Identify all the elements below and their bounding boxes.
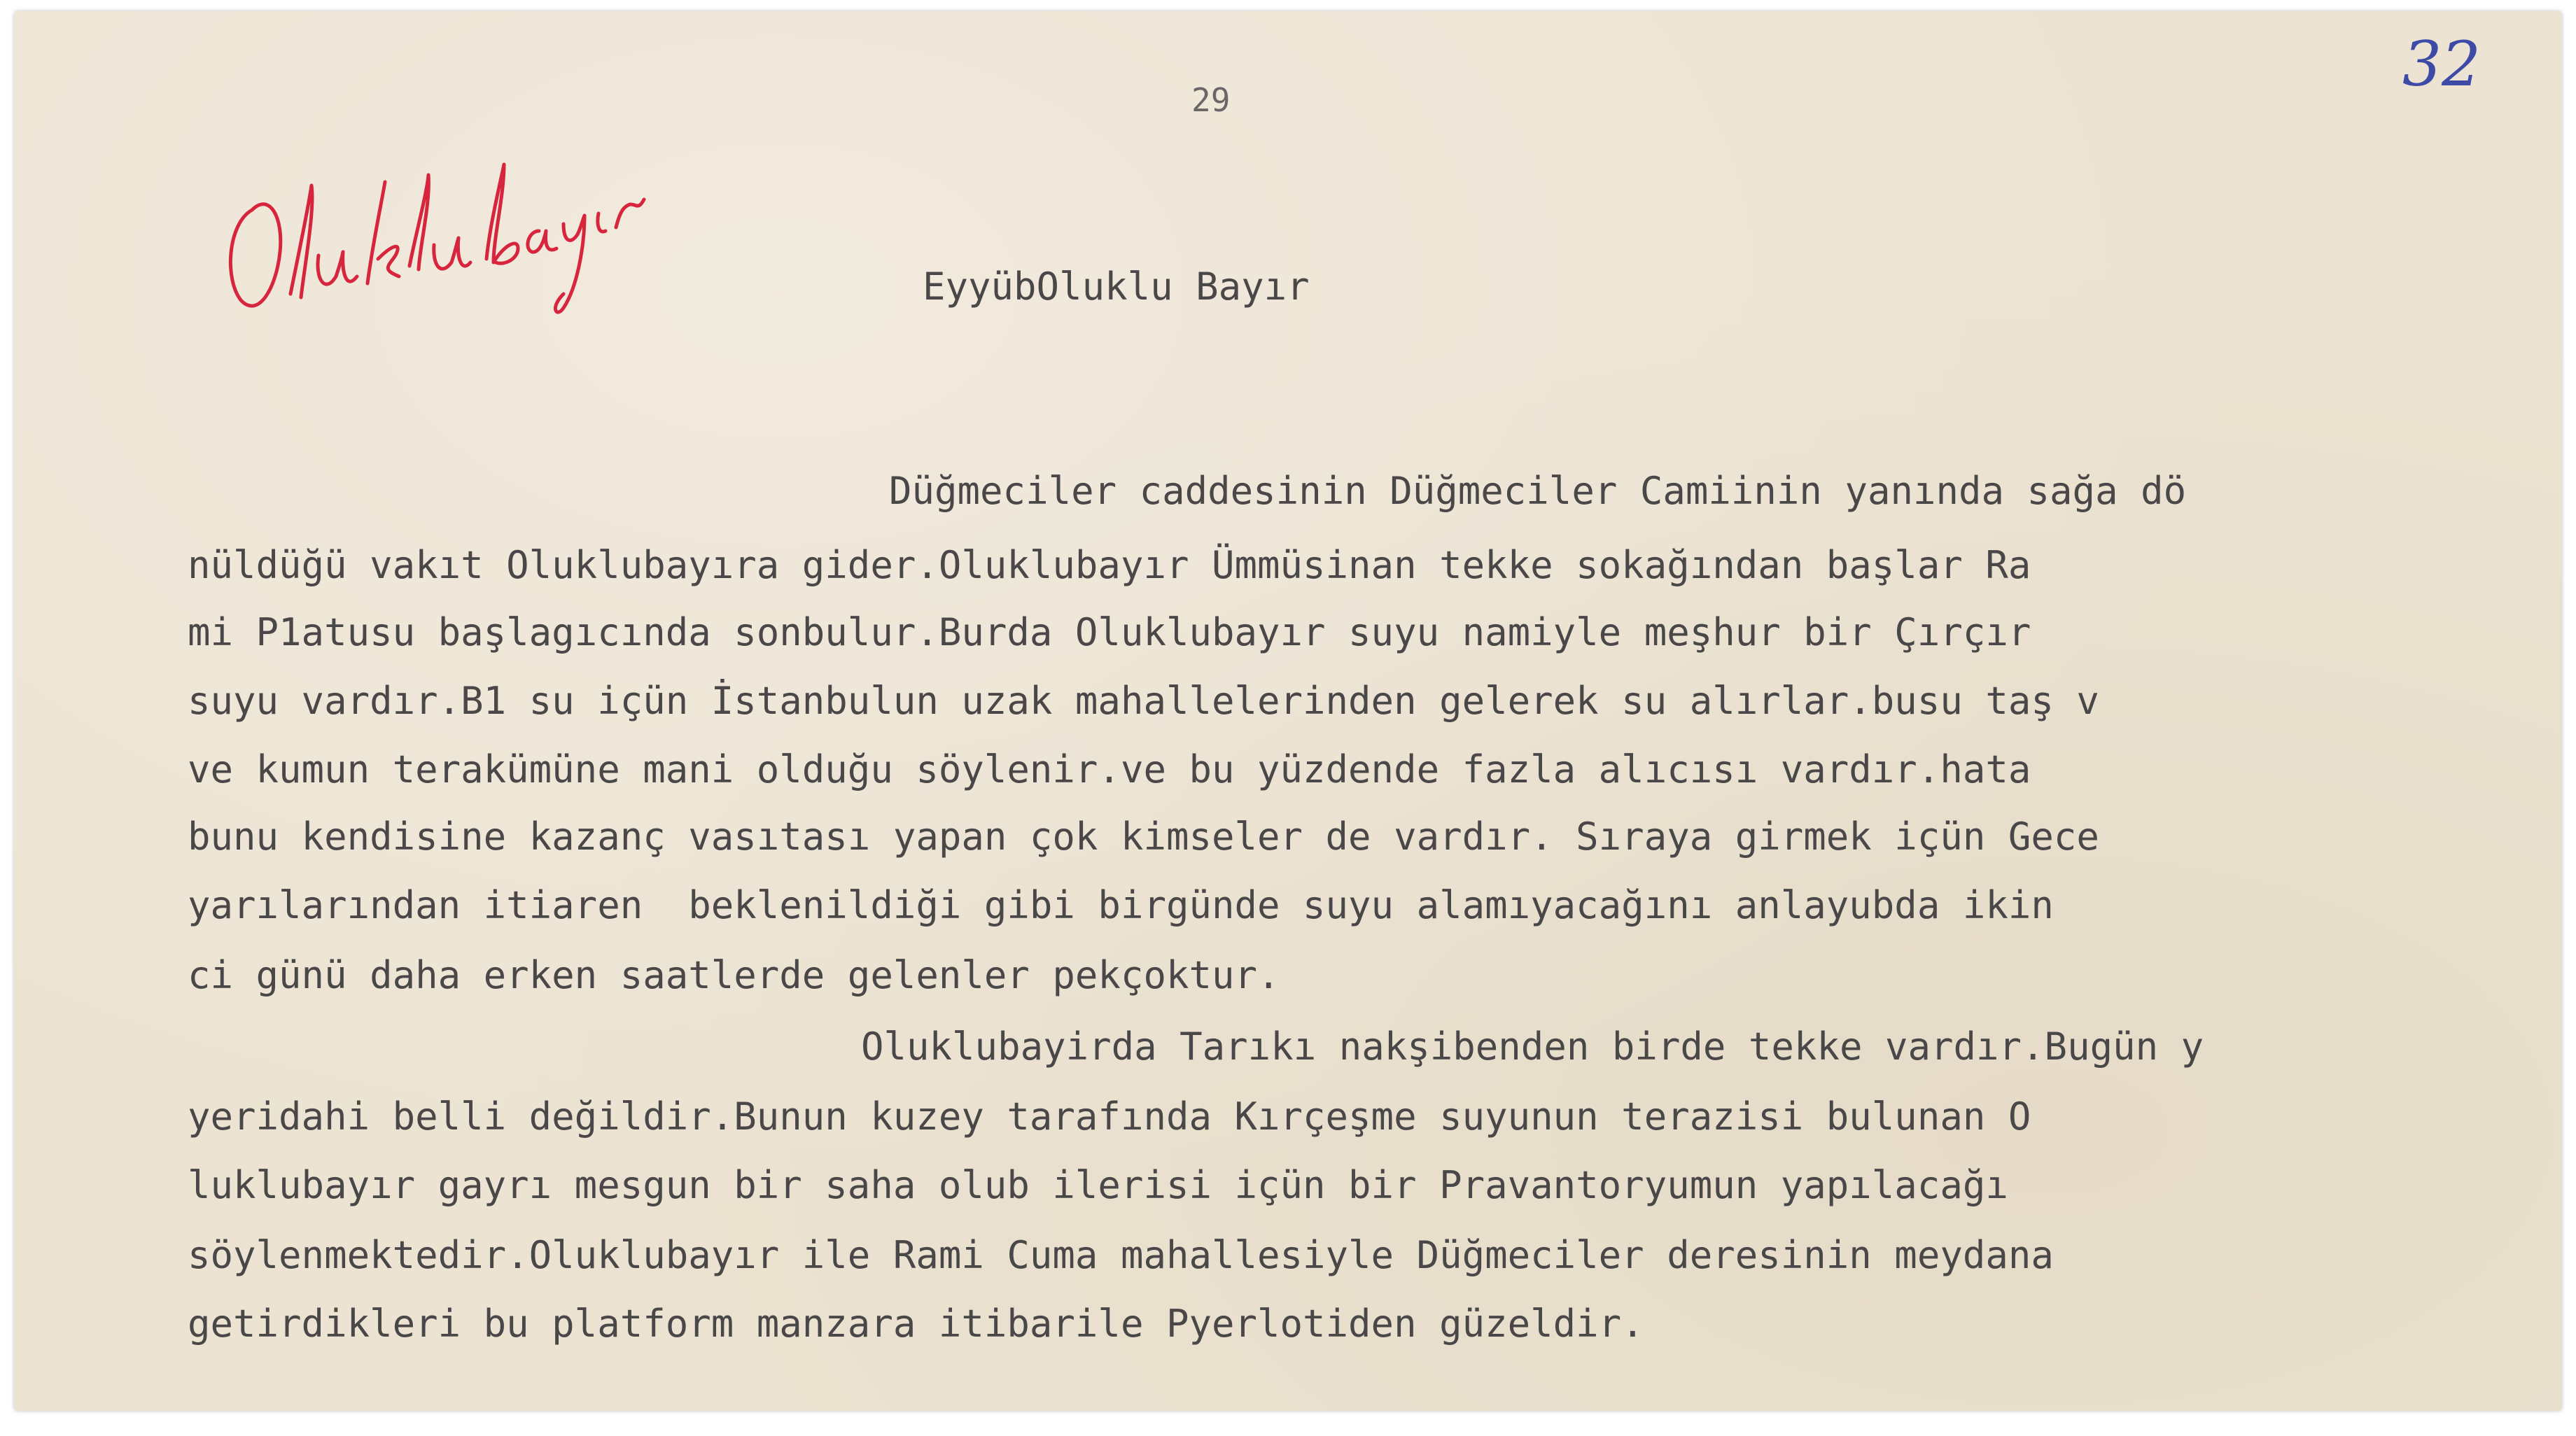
document-title: EyyübOluklu Bayır xyxy=(923,265,1310,309)
page-number: 29 xyxy=(1191,81,1231,119)
text-line: yeridahi belli değildir.Bunun kuzey tarafında Kırçeşme suyunun terazisi bulunan O xyxy=(188,1094,2031,1139)
text-line: nüldüğü vakıt Oluklubayıra gider.Oluklubayır Ümmüsinan tekke sokağından başlar Ra xyxy=(188,543,2031,587)
text-line: bunu kendisine kazanç vasıtası yapan çok kimseler de vardır. Sıraya girmek içün Gece xyxy=(188,815,2099,859)
text-line: Düğmeciler caddesinin Düğmeciler Camiinin yanında sağa dö xyxy=(889,469,2187,513)
text-line: Oluklubayirda Tarıkı nakşibenden birde tekke vardır.Bugün y xyxy=(861,1025,2204,1069)
text-line: suyu vardır.B1 su içün İstanbulun uzak mahallelerinden gelerek su alırlar.busu taş v xyxy=(188,679,2099,723)
text-line: ve kumun terakümüne mani olduğu söylenir.ve bu yüzdende fazla alıcısı vardır.hata xyxy=(188,747,2031,791)
text-line: ci günü daha erken saatlerde gelenler pekçoktur. xyxy=(188,953,1280,997)
handwritten-annotation xyxy=(210,126,714,336)
text-line: söylenmektedir.Oluklubayır ile Rami Cuma mahallesiyle Düğmeciler deresinin meydana xyxy=(188,1233,2054,1277)
text-line: mi P1atusu başlagıcında sonbulur.Burda Oluklubayır suyu namiyle meşhur bir Çırçır xyxy=(188,610,2031,654)
text-line: yarılarından itiaren beklenildiği gibi birgünde suyu alamıyacağını anlayubda ikin xyxy=(188,883,2054,927)
text-line: getirdikleri bu platform manzara itibarile Pyerlotiden güzeldir. xyxy=(188,1302,1644,1346)
text-line: luklubayır gayrı mesgun bir saha olub ilerisi içün bir Pravantoryumun yapılacağı xyxy=(188,1163,2008,1207)
folio-number: 32 xyxy=(2402,28,2481,100)
